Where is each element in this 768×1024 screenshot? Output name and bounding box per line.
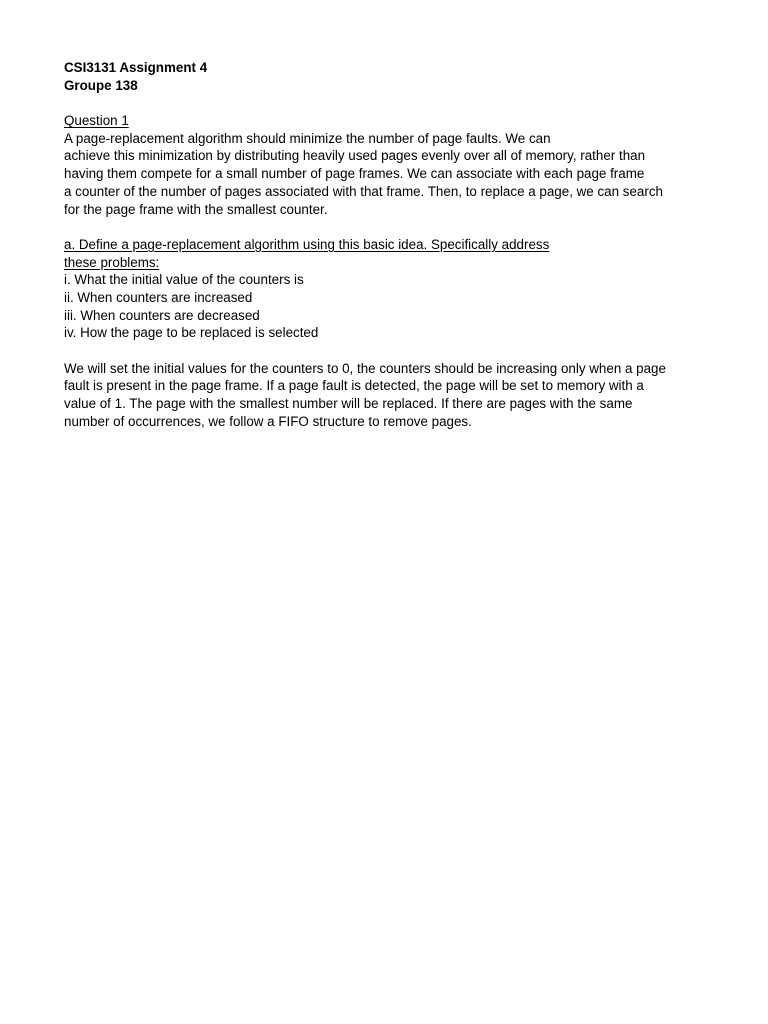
- intro-line: achieve this minimization by distributing heavily used pages evenly over all of memory, rather than: [64, 148, 646, 164]
- intro-line: A page-replacement algorithm should minimize the number of page faults. We can: [64, 130, 551, 146]
- sub-item: iii. When counters are decreased: [64, 307, 260, 323]
- intro-line: a counter of the number of pages associated with that frame. Then, to replace a page, we can search: [64, 183, 663, 199]
- intro-line: for the page frame with the smallest counter.: [64, 201, 328, 217]
- spacer: [64, 342, 714, 360]
- answer-line: value of 1. The page with the smallest number will be replaced. If there are pages with the same: [64, 396, 633, 412]
- assignment-title: CSI3131 Assignment 4: [64, 60, 208, 75]
- sub-item: ii. When counters are increased: [64, 289, 253, 305]
- part-a-prompt: a. Define a page-replacement algorithm using this basic idea. Specifically address: [64, 236, 550, 252]
- answer-line: fault is present in the page frame. If a page fault is detected, the page will be set to memory with a: [64, 378, 644, 394]
- sub-item: iv. How the page to be replaced is selected: [64, 325, 319, 341]
- intro-line: having them compete for a small number of page frames. We can associate with each page frame: [64, 166, 645, 182]
- answer-line: We will set the initial values for the counters to 0, the counters should be increasing only when a page: [64, 360, 666, 376]
- part-a-prompt: these problems:: [64, 254, 160, 270]
- group-label: Groupe 138: [64, 77, 138, 93]
- document-body: [64, 59, 714, 430]
- question-title: Question 1: [64, 113, 129, 129]
- answer-line: number of occurrences, we follow a FIFO structure to remove pages.: [64, 413, 472, 429]
- spacer: [64, 94, 714, 112]
- sub-item: i. What the initial value of the counters is: [64, 272, 304, 288]
- spacer: [64, 218, 714, 236]
